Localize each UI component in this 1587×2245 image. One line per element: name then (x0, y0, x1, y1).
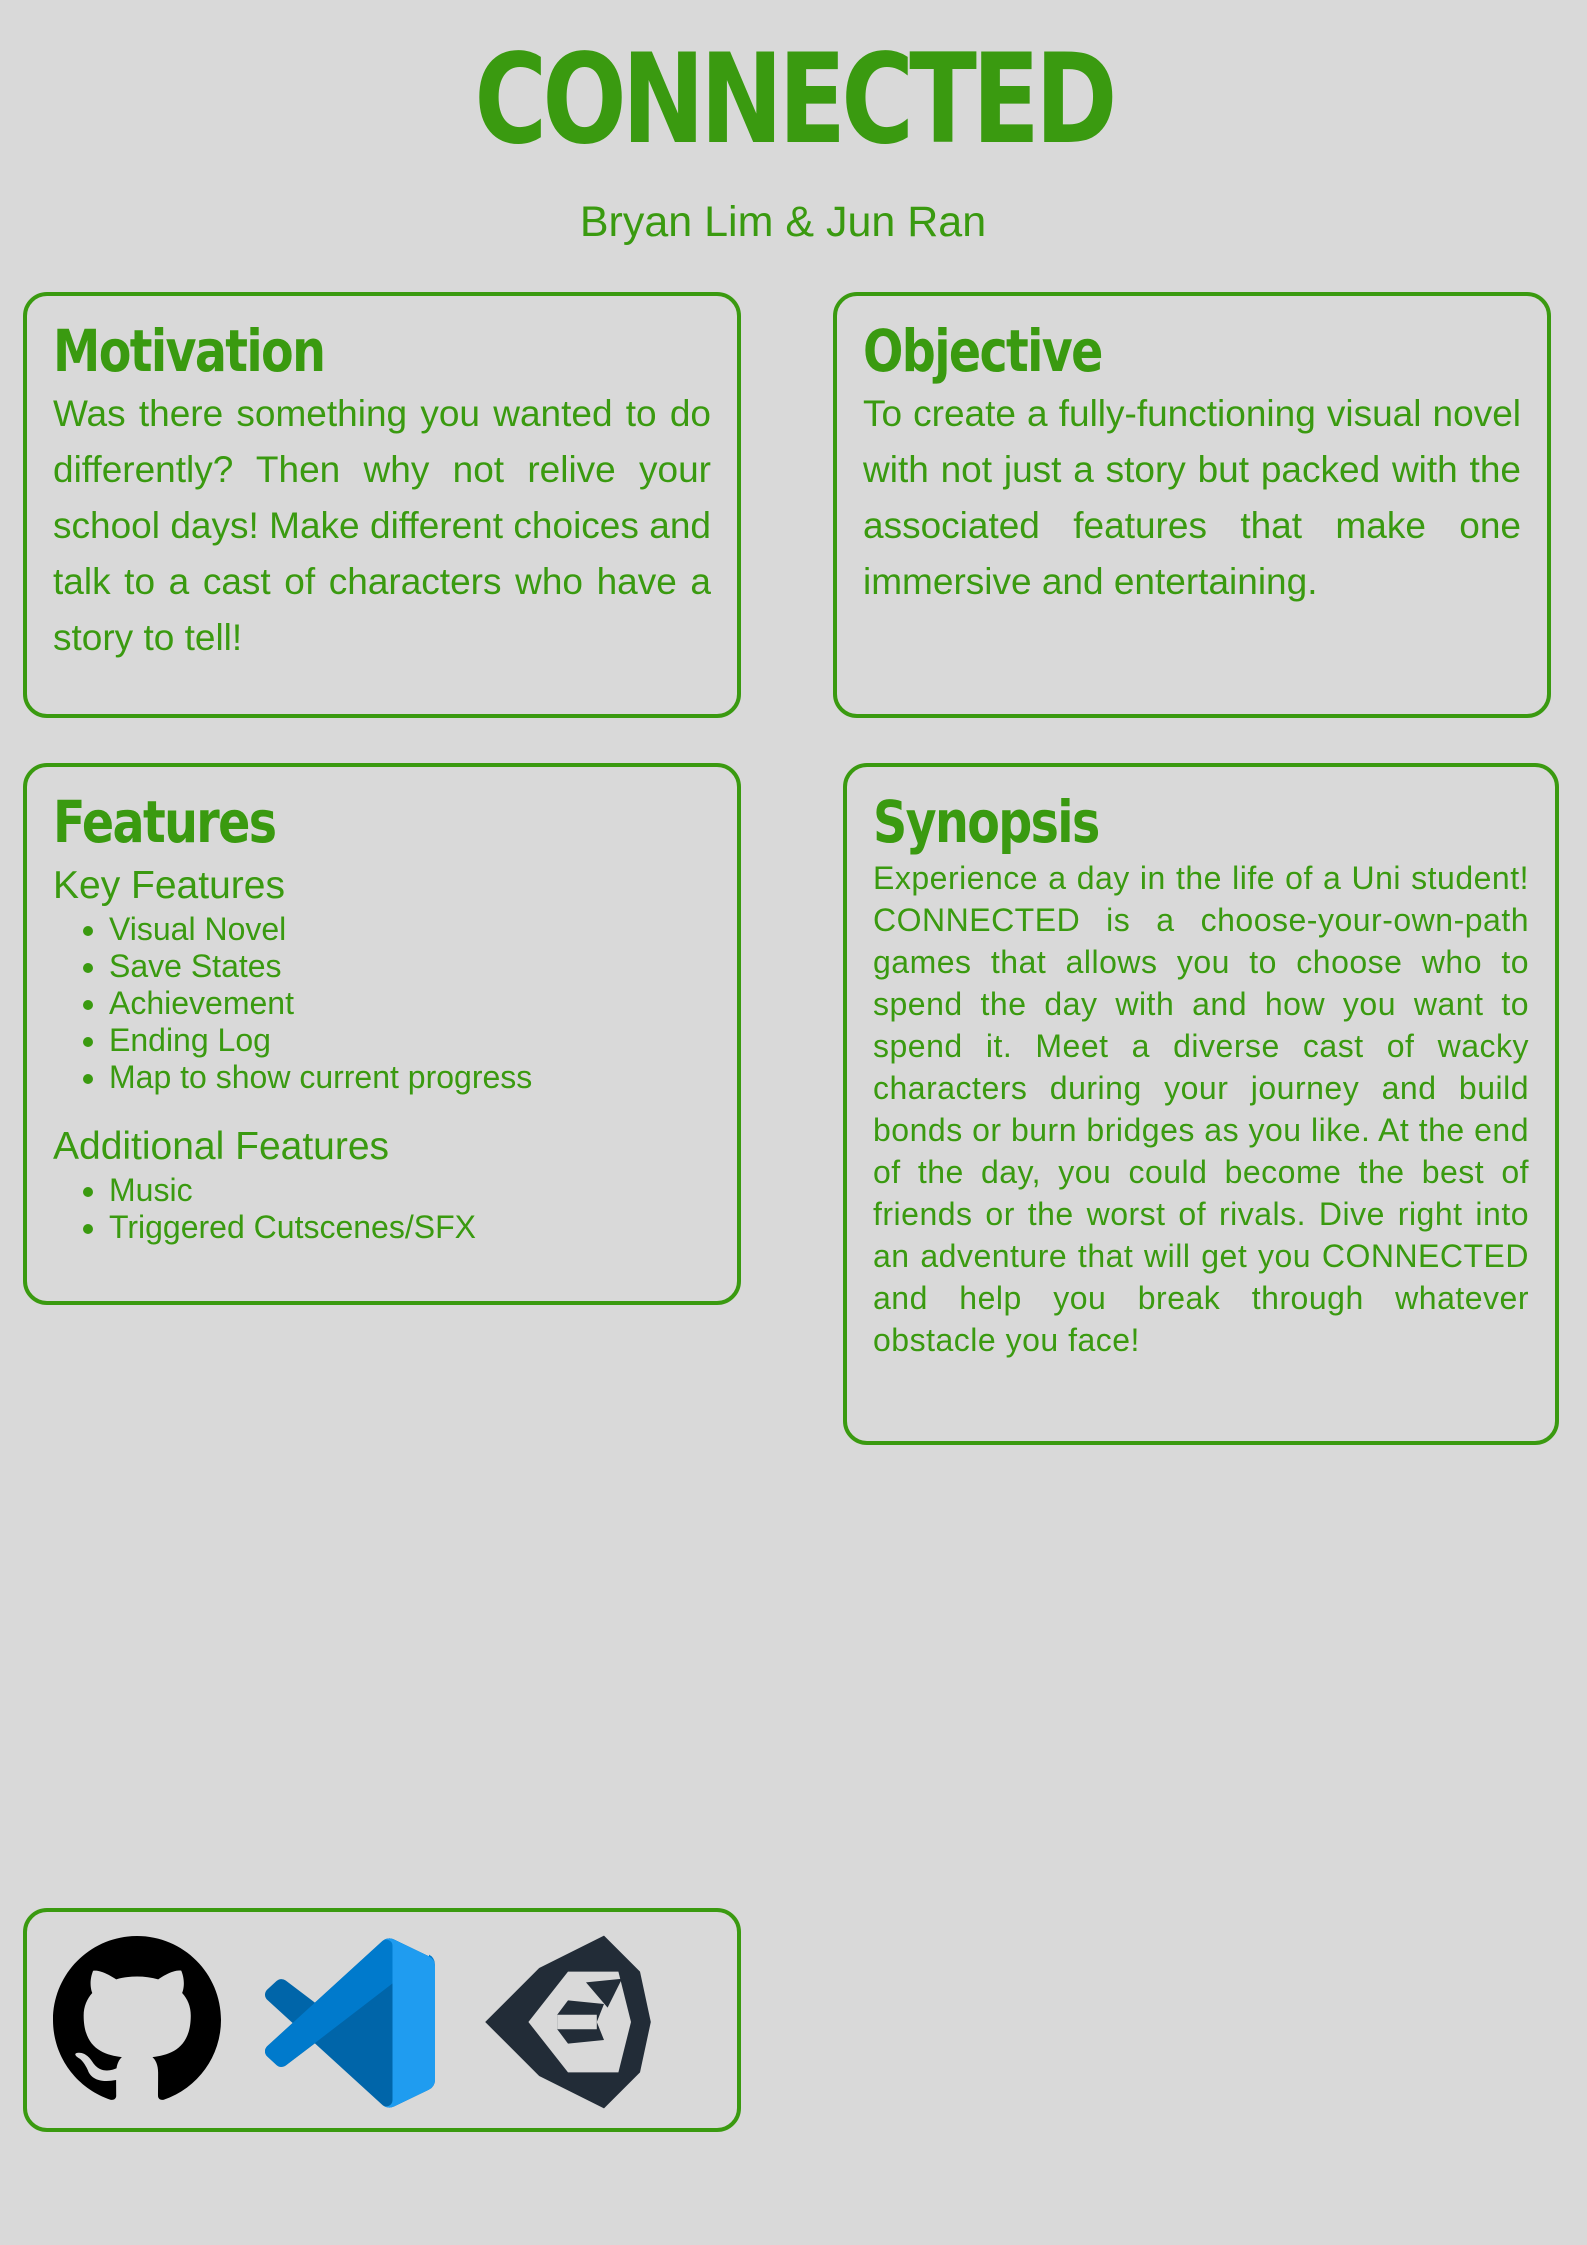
github-icon (53, 1936, 221, 2104)
key-features-heading: Key Features (53, 864, 285, 907)
synopsis-heading: Synopsis (873, 788, 1099, 856)
list-item: • Save States (109, 948, 711, 985)
list-item: • Visual Novel (109, 911, 711, 948)
additional-features-list (53, 1172, 711, 1246)
tools-card (23, 1908, 741, 2132)
key-features-list (53, 911, 711, 1096)
list-item: • Achievement (109, 985, 711, 1022)
list-item: • Music (109, 1172, 711, 1209)
objective-card (833, 292, 1551, 718)
vscode-icon (265, 1938, 435, 2108)
features-heading: Features (53, 788, 276, 856)
features-card (23, 763, 741, 1305)
objective-body: To create a fully-functioning visual novel with not just a story but packed with the associated features that make one immersive and entertaining. (863, 393, 1521, 602)
list-item: • Triggered Cutscenes/SFX (109, 1209, 711, 1246)
motivation-heading: Motivation (53, 317, 325, 385)
additional-features-heading: Additional Features (53, 1125, 390, 1168)
synopsis-body: Experience a day in the life of a Uni student! CONNECTED is a choose-your-own-path games that allows you to choose who to spend the day with and how you want to spend it. Meet a diverse cast of wacky characters during your journey and build bonds or burn bridges as you like. At the end of the day, you could become the best of friends or the worst of rivals. Dive right into an adventure that will get you CONNECTED and help you break through whatever obstacle you face! (873, 860, 1529, 1358)
page-title: CONNECTED (474, 28, 1113, 172)
motivation-card (23, 292, 741, 718)
list-item: • Map to show current progress (109, 1059, 711, 1096)
unity-icon (478, 1932, 658, 2112)
objective-heading: Objective (863, 317, 1102, 385)
authors: Bryan Lim & Jun Ran (579, 198, 987, 246)
synopsis-card (843, 763, 1559, 1445)
list-item: • Ending Log (109, 1022, 711, 1059)
motivation-body: Was there something you wanted to do differently? Then why not relive your school days! Make different choices and talk to a cast of characters who have a story to tell! (53, 393, 711, 658)
